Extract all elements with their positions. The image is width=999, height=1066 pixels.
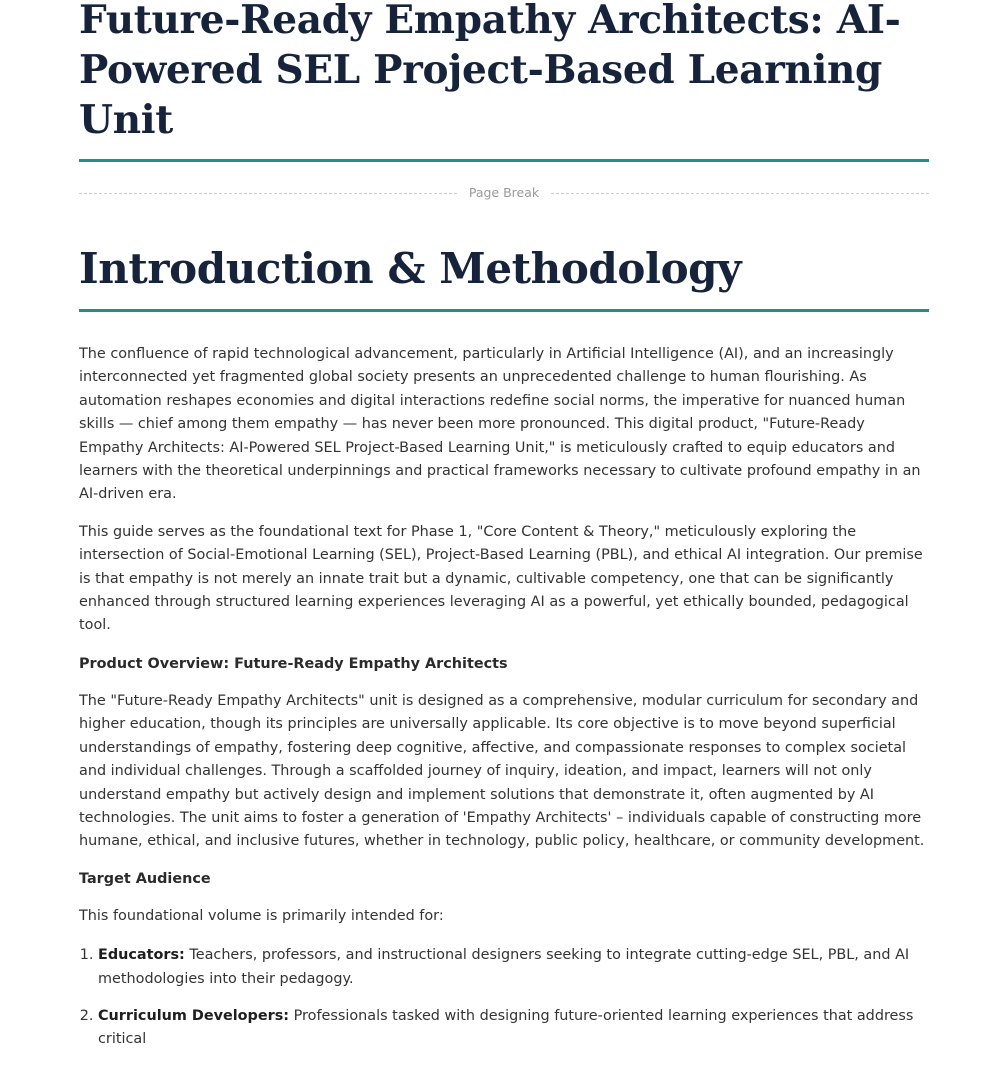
overview-paragraph: The "Future-Ready Empathy Architects" unit is designed as a comprehensive, modular curriculum for secondary and higher education, though its principles are universally applicable. Its core objective is to move beyond superficial understandings of empathy, fostering deep cognitive, affective, and compassionate responses to complex societal and individual challenges. Through a scaffolded journey of inquiry, ideation, and impact, learners will not only understand empathy but actively design and implement solutions that demonstrate it, often augmented by AI technologies. The unit aims to foster a generation of 'Empathy Architects' – individuals capable of constructing more humane, ethical, and inclusive futures, whether in technology, public policy, healthcare, or community development. (79, 692, 925, 850)
audience-intro: This foundational volume is primarily intended for: (79, 907, 444, 924)
list-item-term: Curriculum Developers: (98, 1007, 290, 1024)
section-title: Introduction & Methodology (79, 244, 742, 293)
list-item-desc: Teachers, professors, and instructional designers seeking to integrate cutting-edge SEL, PBL, and AI methodologies into their pedagogy. (98, 947, 910, 987)
page-break-marker (79, 183, 929, 203)
intro-paragraph-1: The confluence of rapid technological advancement, particularly in Artificial Intelligence (AI), and an increasingly interconnected yet fragmented global society presents an unprecedented challenge to human flourishing. As automation reshapes economies and digital interactions redefine social norms, the imperative for nuanced human skills — chief among them empathy — has never been more pronounced. This digital product, "Future-Ready Empathy Architects: AI-Powered SEL Project-Based Learning Unit," is meticulously crafted to equip educators and learners with the theoretical underpinnings and practical frameworks necessary to cultivate profound empathy in an AI-driven era. (79, 346, 921, 503)
intro-paragraph-2: This guide serves as the foundational text for Phase 1, "Core Content & Theory," meticulously exploring the intersection of Social-Emotional Learning (SEL), Project-Based Learning (PBL), and ethical AI integration. Our premise is that empathy is not merely an innate trait but a dynamic, cultivable competency, one that can be significantly enhanced through structured learning experiences leveraging AI as a powerful, yet ethically bounded, pedagogical tool. (79, 523, 923, 634)
title-divider (79, 159, 929, 162)
page-break-label: Page Break (468, 185, 540, 200)
overview-heading: Product Overview: Future-Ready Empathy Architects (79, 655, 508, 672)
audience-list (79, 944, 929, 1052)
document-page (79, 0, 929, 1066)
list-item (98, 1005, 929, 1052)
document-title: Future-Ready Empathy Architects: AI-Powered SEL Project-Based Learning Unit (79, 0, 901, 143)
page-break-line-right (551, 193, 929, 194)
audience-heading: Target Audience (79, 870, 211, 887)
section-divider (79, 309, 929, 312)
list-item (98, 944, 929, 991)
list-item-term: Educators: (98, 947, 185, 964)
list-item-desc: Professionals tasked with designing future-oriented learning experiences that address critical (98, 1007, 914, 1048)
